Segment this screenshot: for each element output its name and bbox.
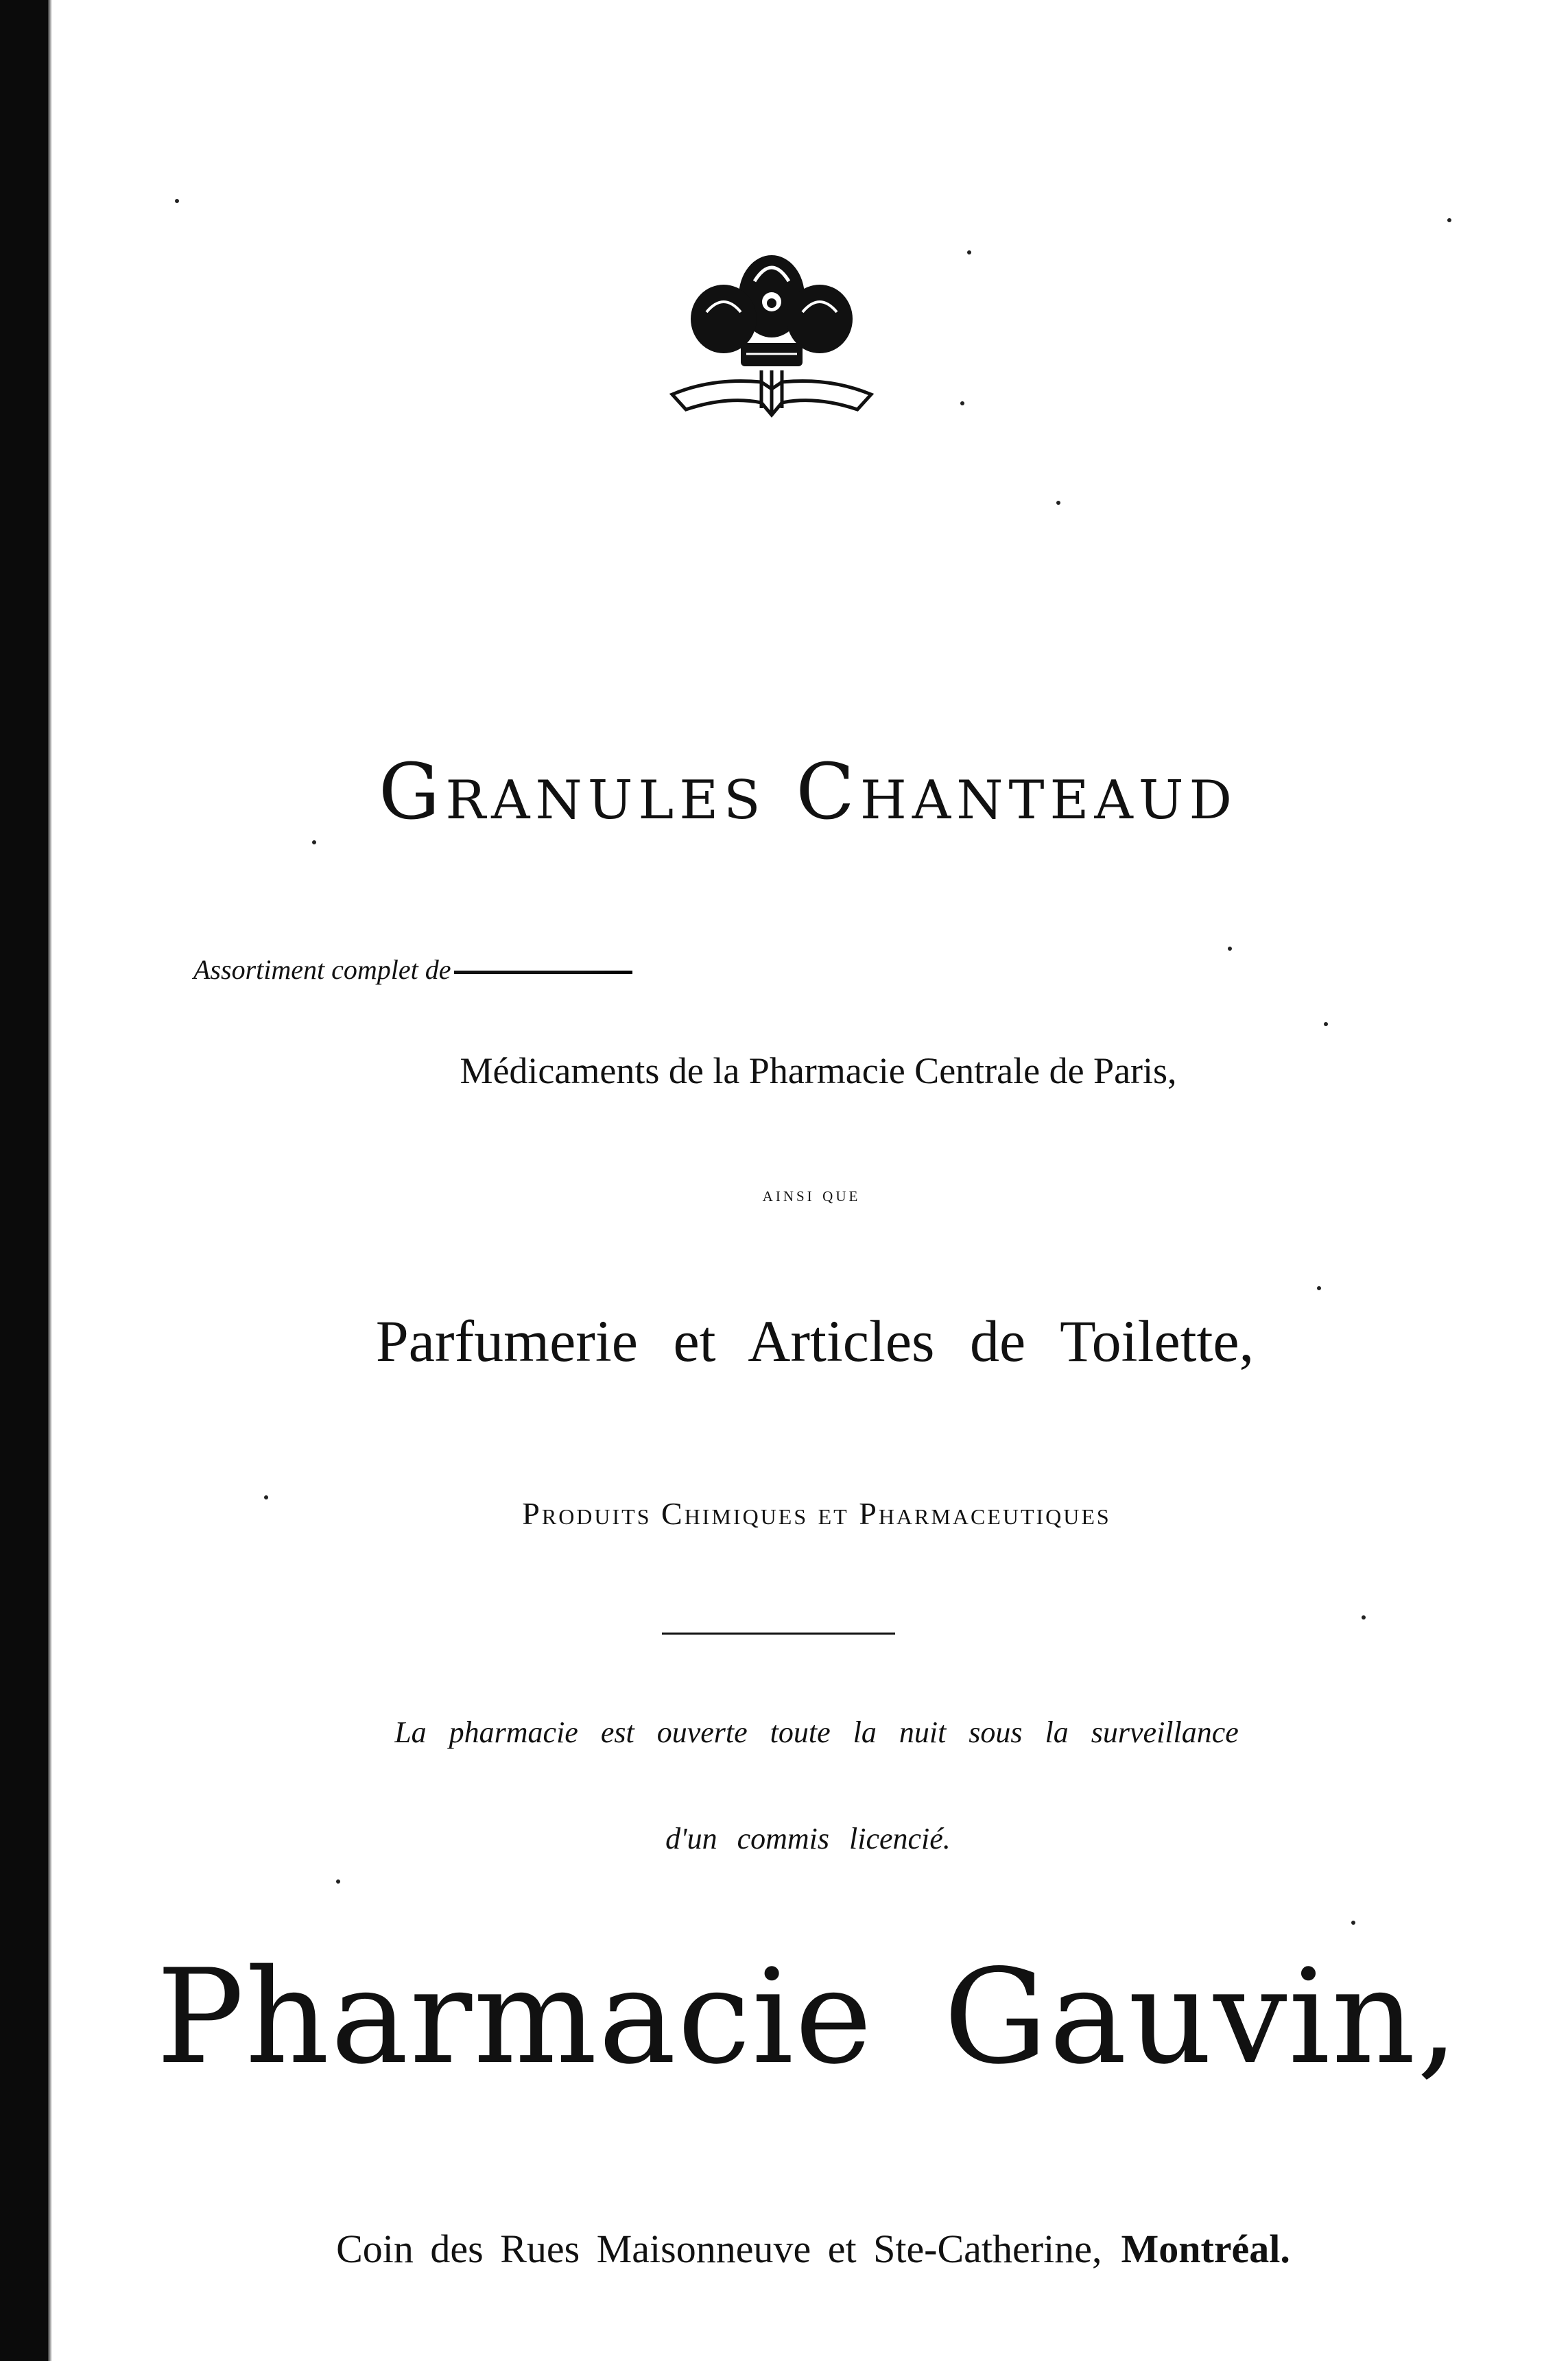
ainsi-que-line: ainsi que — [762, 1183, 861, 1206]
scan-speck — [336, 1879, 340, 1884]
scan-speck — [1056, 501, 1060, 505]
heading-title: Granules Chanteaud — [378, 748, 1238, 837]
scan-speck — [1351, 1921, 1355, 1925]
scan-speck — [175, 199, 179, 203]
assortiment-rule — [454, 971, 632, 974]
scan-speck — [264, 1495, 268, 1499]
business-name: Pharmacie Gauvin, — [156, 1941, 1460, 2093]
scan-speck — [312, 840, 316, 844]
scan-speck — [1447, 218, 1451, 222]
city-text: Montréal. — [1121, 2227, 1290, 2271]
separator-rule — [662, 1633, 895, 1635]
scan-edge-bar — [0, 0, 48, 2361]
scan-speck — [1324, 1022, 1328, 1026]
night-notice-line-2: d'un commis licencié. — [665, 1822, 951, 1855]
scan-speck — [1317, 1286, 1321, 1290]
scan-speck — [1362, 1615, 1366, 1620]
medicaments-line: Médicaments de la Pharmacie Centrale de Paris, — [460, 1050, 1177, 1091]
scan-speck — [1228, 947, 1232, 951]
night-notice-line-1: La pharmacie est ouverte toute la nuit sous la surveillance — [394, 1716, 1239, 1749]
prince-of-wales-feathers-icon — [658, 254, 885, 425]
parfumerie-line: Parfumerie et Articles de Toilette, — [375, 1308, 1255, 1374]
address-line — [48, 2226, 1568, 2272]
scan-speck — [967, 250, 971, 254]
produits-line: Produits Chimiques et Pharmaceutiques — [522, 1496, 1111, 1531]
scan-speck — [960, 401, 964, 405]
assortiment-text: Assortiment complet de — [193, 954, 451, 985]
address-text: Coin des Rues Maisonneuve et Ste-Catherine, — [336, 2227, 1102, 2271]
assortiment-label — [193, 953, 632, 986]
